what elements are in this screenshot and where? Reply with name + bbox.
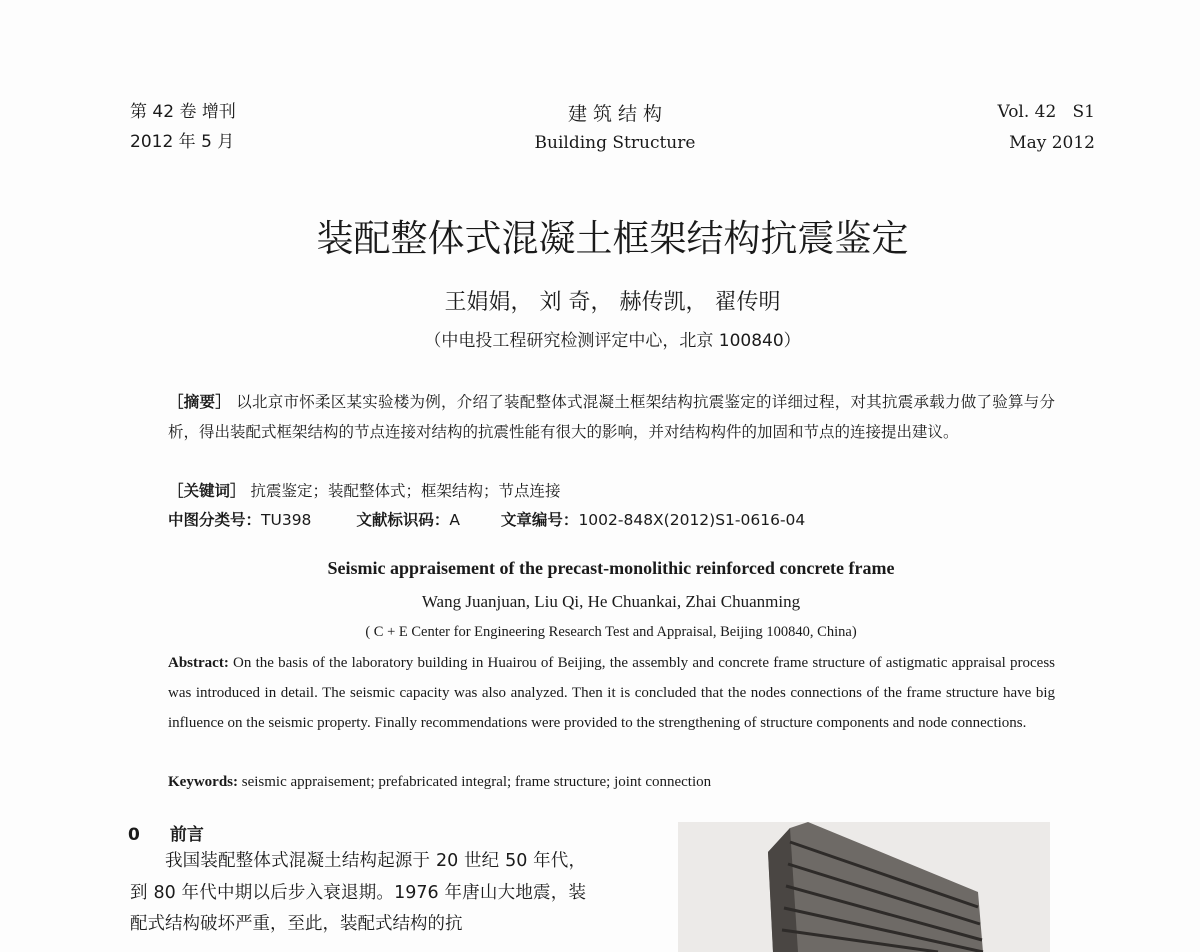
paper-title-en: Seismic appraisement of the precast-monolithic reinforced concrete frame	[327, 558, 895, 578]
volume-cn: 第 42 卷 增刊	[130, 102, 236, 122]
abstract-en	[168, 649, 1055, 738]
volume-en: Vol. 42 S1	[997, 102, 1095, 122]
doc-code-label: 文献标识码：	[356, 511, 450, 529]
abstract-label-en: Abstract:	[168, 655, 229, 671]
date-en: May 2012	[1009, 133, 1095, 153]
article-no-label: 文章编号：	[500, 511, 579, 529]
abstract-text-cn: 以北京市怀柔区某实验楼为例，介绍了装配整体式混凝土框架结构抗震鉴定的详细过程，对其抗震承载力做了验算与分析，得出装配式框架结构的节点连接对结构的抗震性能有很大的影响，并对结构构件的加固和节点的连接提出建议。	[168, 393, 1055, 441]
authors-en: Wang Juanjuan, Liu Qi, He Chuankai, Zhai Chuanming	[421, 592, 801, 611]
clc-value: TU398	[261, 511, 312, 529]
body-paragraph: 我国装配整体式混凝土结构起源于 20 世纪 50 年代，到 80 年代中期以后步入衰退期。1976 年唐山大地震，装配式结构破坏严重，至此，装配式结构的抗	[130, 851, 586, 934]
section-title: 前言	[169, 825, 204, 845]
clc-label: 中图分类号：	[168, 511, 262, 529]
building-photo	[678, 822, 1050, 952]
section-heading	[128, 820, 204, 845]
abstract-cn	[168, 388, 1055, 447]
affiliation-cn: （中电投工程研究检测评定中心，北京 100840）	[424, 331, 801, 351]
keywords-label-cn: ［关键词］	[168, 482, 246, 500]
keywords-cn	[168, 477, 1055, 507]
keywords-text-en: seismic appraisement; prefabricated integral; frame structure; joint connection	[241, 774, 712, 790]
date-cn: 2012 年 5 月	[130, 132, 235, 152]
section-number: 0	[128, 825, 140, 845]
paper-title-cn: 装配整体式混凝土框架结构抗震鉴定	[316, 217, 909, 260]
abstract-text-en: On the basis of the laboratory building in Huairou of Beijing, the assembly and concrete frame structure of astigmatic appraisal process was introduced in detail. The seismic capacity was also analyzed. Then it is concluded that the nodes connections of the frame structure have big influence on the seismic property. Finally recommendations were provided to the strengthening of structure components and node connections.	[168, 655, 1055, 731]
journal-name-en: Building Structure	[534, 133, 696, 153]
doc-code-value: A	[449, 511, 460, 529]
affiliation-en: ( C + E Center for Engineering Research Test and Appraisal, Beijing 100840, China)	[365, 624, 857, 640]
building-image	[678, 822, 1050, 952]
keywords-label-en: Keywords:	[168, 774, 238, 790]
classification-line	[168, 506, 1055, 536]
keywords-en	[168, 768, 1055, 798]
keywords-text-cn: 抗震鉴定；装配整体式；框架结构；节点连接	[250, 482, 561, 500]
authors-cn: 王娟娟， 刘 奇， 赫传凯， 翟传明	[444, 290, 781, 315]
article-no-value: 1002-848X(2012)S1-0616-04	[578, 511, 806, 529]
journal-name-cn: 建 筑 结 构	[567, 103, 663, 125]
abstract-label-cn: ［摘要］	[168, 393, 232, 411]
